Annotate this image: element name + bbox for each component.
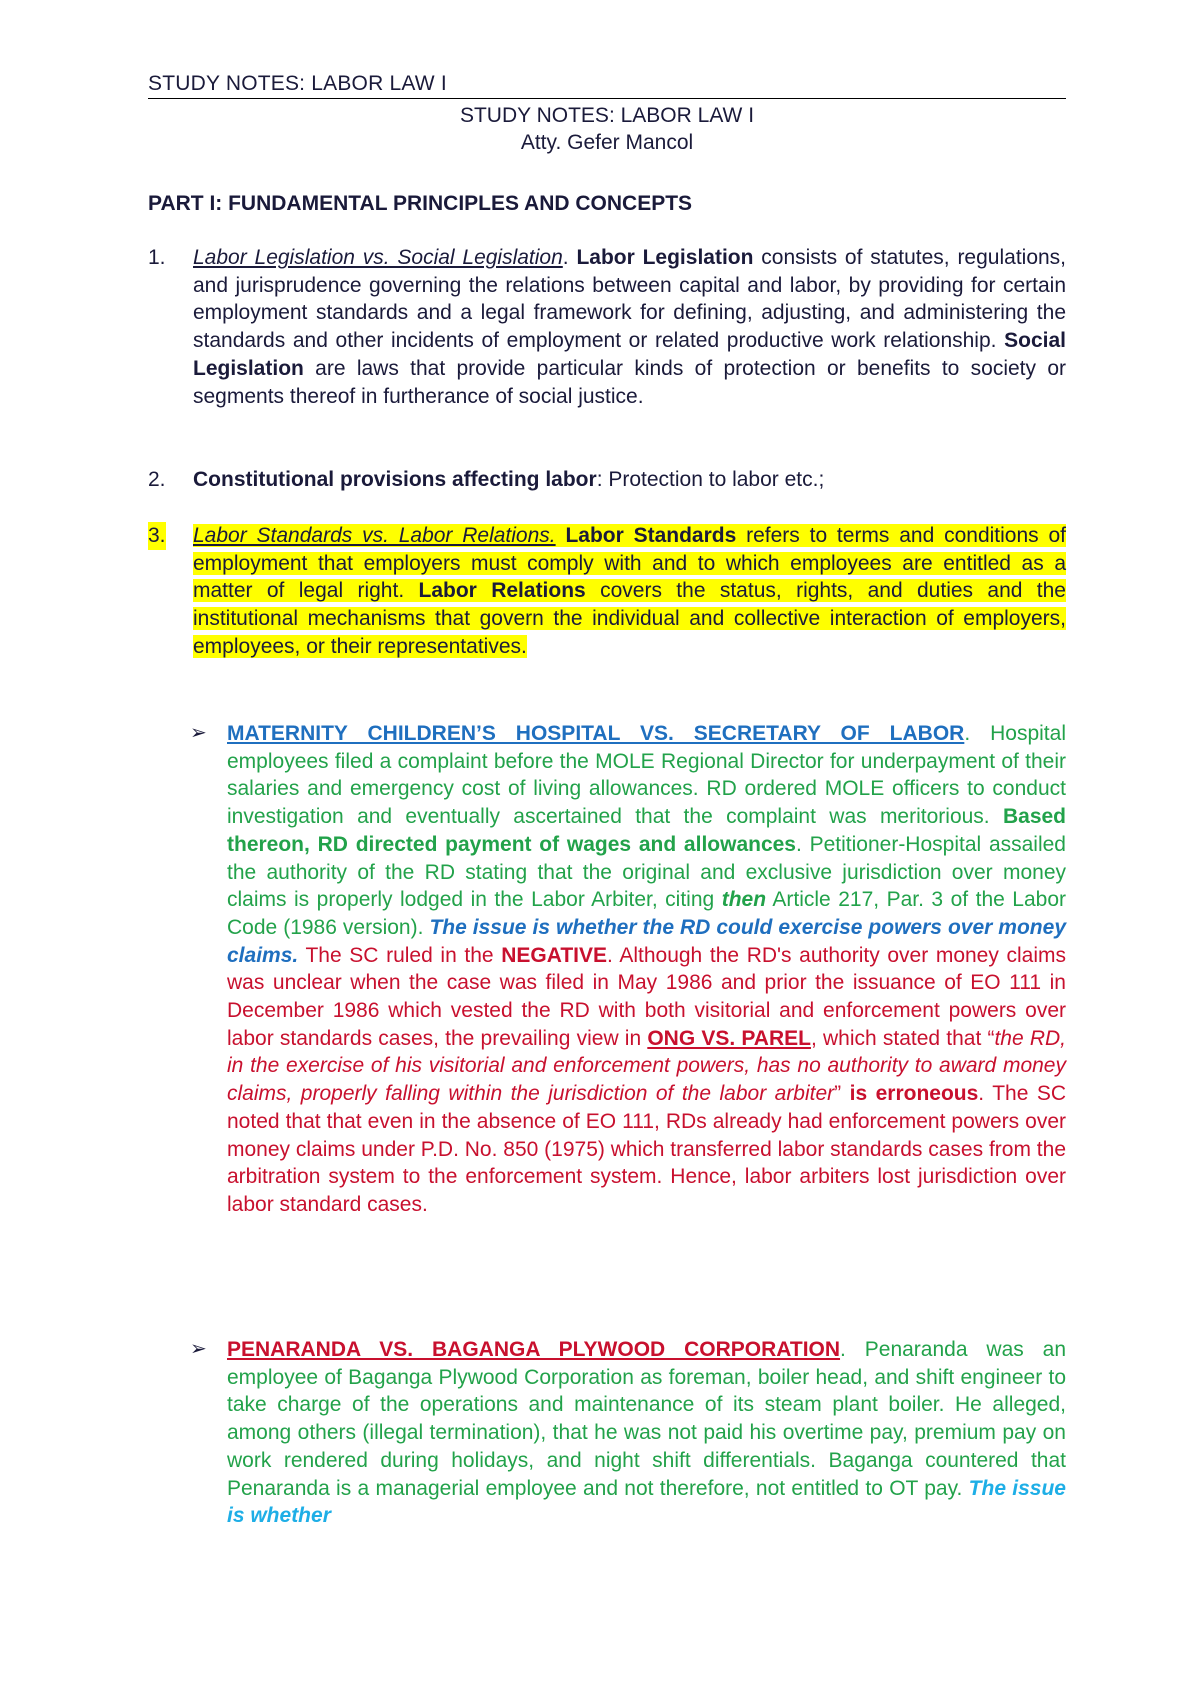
item-number: 3. — [148, 522, 166, 550]
item-body: Constitutional provisions affecting labor: Protection to labor etc.; — [193, 468, 825, 491]
list-item-3 — [148, 522, 1066, 661]
case-issue: The issue is whether — [227, 1476, 1066, 1528]
document-title: STUDY NOTES: LABOR LAW I — [459, 104, 755, 127]
item-heading: Constitutional provisions affecting labor — [193, 468, 597, 491]
case-body: PENARANDA VS. BAGANGA PLYWOOD CORPORATION. Penaranda was an employee of Baganga Plywood Corporation as foreman, boiler head, and shift engineer to take charge of the operations and maintenance of its steam plant boiler. He alleged, among others (illegal termination), that he was not paid his overtime pay, premium pay on work rendered during holidays, and night shift differentials. Baganga countered that Penaranda is a managerial employee and not therefore, not entitled to OT pay. The issue is whether — [227, 1338, 1066, 1528]
case-title: MATERNITY CHILDREN’S HOSPITAL VS. SECRETARY OF LABOR — [227, 722, 965, 745]
part-title: PART I: FUNDAMENTAL PRINCIPLES AND CONCEPTS — [148, 192, 693, 215]
item-heading: Labor Legislation vs. Social Legislation — [193, 246, 563, 269]
case-issue: The issue is whether the RD could exercise powers over money claims. — [227, 915, 1066, 967]
case-ruling: NEGATIVE — [501, 943, 608, 967]
page-header: STUDY NOTES: LABOR LAW I — [148, 72, 1066, 99]
case-body: MATERNITY CHILDREN’S HOSPITAL VS. SECRETARY OF LABOR. Hospital employees filed a complaint before the MOLE Regional Director for underpayment of their salaries and emergency cost of living allowances. RD ordered MOLE officers to conduct investigation and eventually ascertained that the complaint was meritorious. Based thereon, RD directed payment of wages and allowances. Petitioner-Hospital assailed the authority of the RD stating that the original and exclusive jurisdiction over money claims is properly lodged in the Labor Arbiter, citing then Article 217, Par. 3 of the Labor Code (1986 version). The issue is whether the RD could exercise powers over money claims. The SC ruled in the NEGATIVE. Although the RD's authority over money claims was unclear when the case was filed in May 1986 and prior the issuance of EO 111 in December 1986 which vested the RD with both visitorial and enforcement powers over labor standards cases, the prevailing view in ONG VS. PAREL, which stated that “the RD, in the exercise of his visitorial and enforcement powers, has no authority to award money claims, properly falling within the jurisdiction of the labor arbiter” is erroneous. The SC noted that that even in the absence of EO 111, RDs already had enforcement powers over money claims under P.D. No. 850 (1975) which transferred labor standards cases from the arbitration system to the enforcement system. Hence, labor arbiters lost jurisdiction over labor standard cases. — [227, 722, 1067, 1216]
item-body: Labor Standards vs. Labor Relations. Labor Standards refers to terms and conditions of employment that employers must comply with and to which employees are entitled as a matter of legal right. Labor Relations covers the status, rights, and duties and the institutional mechanisms that govern the individual and collective interaction of employers, employees, or their representatives. — [193, 524, 1066, 658]
term: Labor Relations — [418, 579, 586, 603]
author-line: Atty. Gefer Mancol — [520, 131, 694, 154]
list-item-1 — [148, 244, 1066, 410]
item-heading: Labor Standards vs. Labor Relations. — [193, 524, 556, 547]
term: Social Legislation — [193, 329, 1066, 380]
item-body: Labor Legislation vs. Social Legislation. Labor Legislation consists of statutes, regulations, and jurisprudence governing the relations between capital and labor, by providing for certain employment standards and a legal framework for defining, adjusting, and administering the standards and other incidents of employment or related productive work relationship. Social Legislation are laws that provide particular kinds of protection or benefits to society or segments thereof in furtherance of social justice. — [193, 246, 1067, 408]
case-title: PENARANDA VS. BAGANGA PLYWOOD CORPORATION — [227, 1338, 841, 1361]
list-item-2 — [148, 466, 1066, 494]
arrow-bullet-icon: ➢ — [190, 1338, 207, 1360]
item-number: 1. — [148, 246, 166, 269]
case-penaranda — [190, 1336, 1066, 1530]
term: Labor Standards — [565, 524, 737, 547]
term: Labor Legislation — [576, 246, 754, 269]
case-maternity — [190, 720, 1066, 1219]
arrow-bullet-icon: ➢ — [190, 722, 207, 744]
cited-case: ONG VS. PAREL — [647, 1026, 811, 1050]
item-number: 2. — [148, 468, 166, 491]
